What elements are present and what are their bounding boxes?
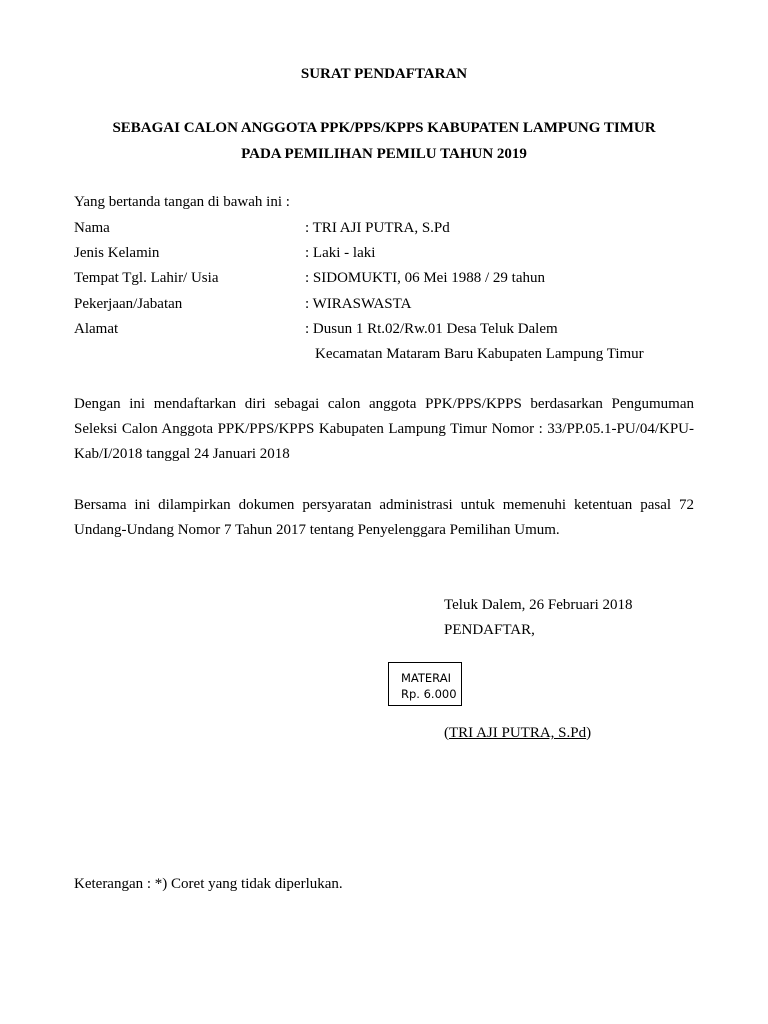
place-date: Teluk Dalem, 26 Februari 2018 bbox=[444, 597, 633, 613]
registration-paragraph: Dengan ini mendaftarkan diri sebagai calon anggota PPK/PPS/KPPS berdasarkan Pengumuman Seleksi Calon Anggota PPK/PPS/KPPS Kabupaten Lampung Timur Nomor : 33/PP.05.1-PU/04/KPU-Kab/I/2018 tanggal 24 Januari 2018 bbox=[74, 396, 694, 462]
paren-close: ) bbox=[586, 725, 592, 741]
signer-name: TRI AJI PUTRA, S.Pd bbox=[449, 725, 587, 741]
signer-role: PENDAFTAR, bbox=[444, 622, 535, 638]
field-label: Nama bbox=[74, 220, 110, 236]
field-label: Alamat bbox=[74, 321, 119, 337]
stamp-label: MATERAI bbox=[401, 671, 451, 685]
field-label: Jenis Kelamin bbox=[74, 245, 160, 261]
document-subtitle-line2: PADA PEMILIHAN PEMILU TAHUN 2019 bbox=[241, 146, 527, 162]
field-value: : Laki - laki bbox=[305, 245, 376, 261]
footnote: Keterangan : *) Coret yang tidak diperlukan. bbox=[74, 876, 343, 892]
field-label: Pekerjaan/Jabatan bbox=[74, 296, 183, 312]
stamp-amount: Rp. 6.000 bbox=[401, 687, 457, 701]
field-label: Tempat Tgl. Lahir/ Usia bbox=[74, 270, 219, 286]
document-subtitle-line1: SEBAGAI CALON ANGGOTA PPK/PPS/KPPS KABUPATEN LAMPUNG TIMUR bbox=[112, 120, 656, 136]
intro-text: Yang bertanda tangan di bawah ini : bbox=[74, 194, 290, 210]
field-value: : TRI AJI PUTRA, S.Pd bbox=[305, 220, 450, 236]
document-title: SURAT PENDAFTARAN bbox=[300, 66, 468, 82]
field-value: : Dusun 1 Rt.02/Rw.01 Desa Teluk Dalem bbox=[305, 321, 558, 337]
materai-stamp-box bbox=[388, 662, 462, 706]
attachment-paragraph: Bersama ini dilampirkan dokumen persyaratan administrasi untuk memenuhi ketentuan pasal 72 Undang-Undang Nomor 7 Tahun 2017 tentang Penyelenggara Pemilihan Umum. bbox=[74, 497, 694, 538]
signer-name-line bbox=[444, 725, 591, 742]
field-value: : SIDOMUKTI, 06 Mei 1988 / 29 tahun bbox=[305, 270, 545, 286]
address-line2: Kecamatan Mataram Baru Kabupaten Lampung Timur bbox=[315, 346, 644, 362]
field-value: : WIRASWASTA bbox=[305, 296, 412, 312]
paren-open: ( bbox=[444, 725, 449, 741]
